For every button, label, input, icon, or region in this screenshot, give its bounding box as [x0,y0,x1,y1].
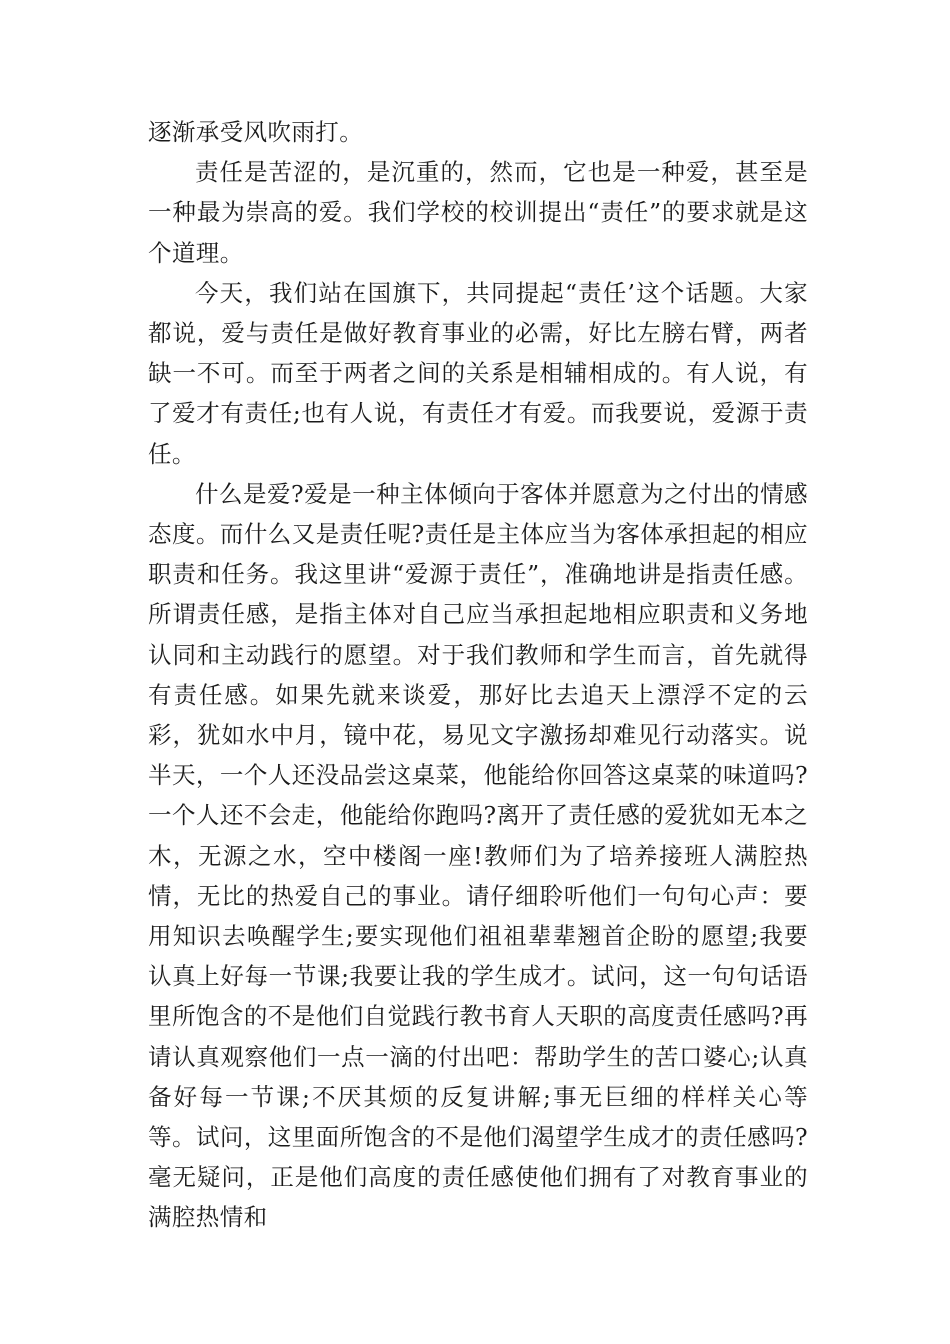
paragraph-today-flag: 今天，我们站在国旗下，共同提起“责任’这个话题。大家都说，爱与责任是做好教育事业的必需，好比左膀右臂，两者缺一不可。而至于两者之间的关系是相辅相成的。有人说，有了爱才有责任;也有人说，有责任才有爱。而我要说，爱源于责任。 [148,278,808,468]
paragraph-responsibility-love: 责任是苦涩的，是沉重的，然而，它也是一种爱，甚至是一种最为崇高的爱。我们学校的校训提出“责任”的要求就是这个道理。 [148,158,808,267]
paragraph-what-is-love: 什么是爱?爱是一种主体倾向于客体并愿意为之付出的情感态度。而什么又是责任呢?责任是主体应当为客体承担起的相应职责和任务。我这里讲“爱源于责任”，准确地讲是指责任感。所谓责任感，是指主体对自己应当承担起地相应职责和义务地认同和主动践行的愿望。对于我们教师和学生而言，首先就得有责任感。如果先就来谈爱，那好比去追天上漂浮不定的云彩，犹如水中月，镜中花，易见文字激扬却难见行动落实。说半天，一个人还没品尝这桌菜，他能给你回答这桌菜的味道吗?一个人还不会走，他能给你跑吗?离开了责任感的爱犹如无本之木，无源之水，空中楼阁一座!教师们为了培养接班人满腔热情，无比的热爱自己的事业。请仔细聆听他们一句句心声：要用知识去唤醒学生;要实现他们祖祖辈辈翘首企盼的愿望;我要认真上好每一节课;我要让我的学生成才。试问，这一句句话语里所饱含的不是他们自觉践行教书育人天职的高度责任感吗?再请认真观察他们一点一滴的付出吧：帮助学生的苦口婆心;认真备好每一节课;不厌其烦的反复讲解;事无巨细的样样关心等等。试问，这里面所饱含的不是他们渴望学生成才的责任感吗?毫无疑问，正是他们高度的责任感使他们拥有了对教育事业的满腔热情和 [148,479,808,1232]
paragraph-continuation: 逐渐承受风吹雨打。 [148,118,364,146]
document-body [148,112,808,1238]
